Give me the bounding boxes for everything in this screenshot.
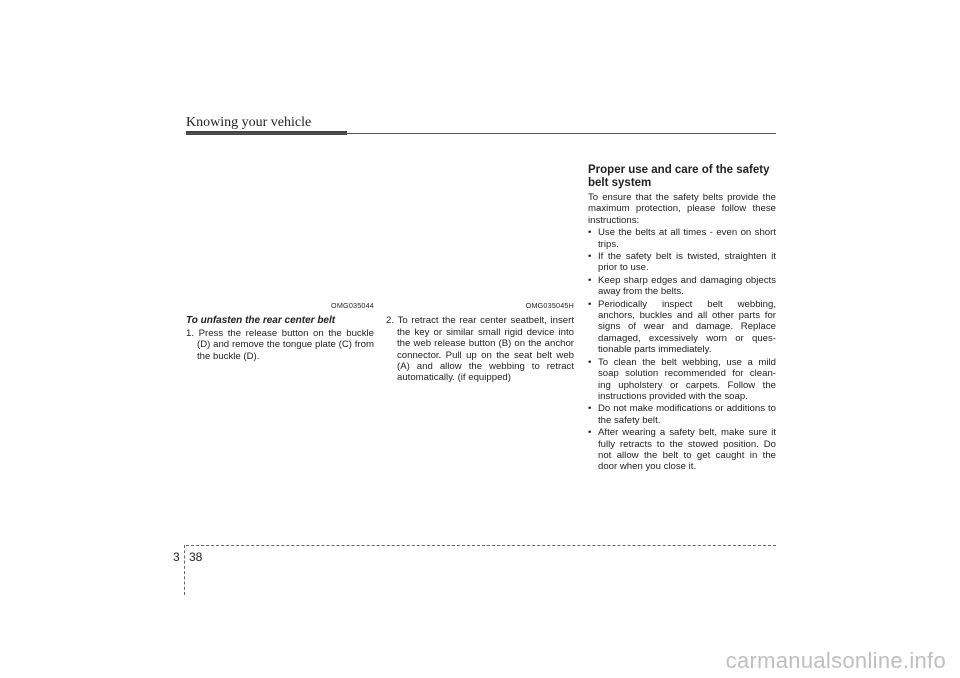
list-item-text: Use the belts at all times - even on short trips. bbox=[598, 227, 776, 250]
bullet-icon: • bbox=[588, 403, 592, 415]
section-heading: Proper use and care of the safety belt system bbox=[588, 164, 770, 189]
bullet-icon: • bbox=[588, 427, 592, 439]
footer-rule bbox=[186, 545, 776, 546]
page-number: 38 bbox=[189, 550, 203, 564]
footer-vertical-rule bbox=[184, 545, 185, 595]
sub-heading: To unfasten the rear center belt bbox=[186, 315, 336, 327]
list-item-text: Periodically inspect belt webbing, anchors, buckles and all other parts for signs of wear and damage. Replace damaged, excessively worn or ques- tionable parts immediately. bbox=[598, 298, 776, 356]
header-title: Knowing your vehicle bbox=[186, 115, 312, 130]
list-item bbox=[588, 227, 776, 250]
list-item-text: Do not make modifications or additions to the safety belt. bbox=[598, 403, 776, 426]
bullet-icon: • bbox=[588, 274, 592, 286]
bullet-icon: • bbox=[588, 356, 592, 368]
bullet-icon: • bbox=[588, 227, 592, 239]
image-code: OMG035044 bbox=[331, 301, 374, 310]
list-item bbox=[588, 403, 776, 426]
list-item-text: After wearing a safety belt, make sure it fully retracts to the stowed position. Do not allow the belt to get caught in the door when you close it. bbox=[598, 427, 776, 473]
column-right bbox=[588, 164, 776, 473]
header-rule bbox=[186, 133, 776, 134]
list-item-text: Keep sharp edges and damaging objects away from the belts. bbox=[598, 274, 776, 298]
list-item bbox=[588, 275, 776, 298]
instruction-list bbox=[588, 227, 776, 473]
list-item-text: If the safety belt is twisted, straighten it prior to use. bbox=[598, 251, 776, 274]
list-item bbox=[588, 357, 776, 403]
column-middle bbox=[386, 300, 574, 384]
image-code: OMG035045H bbox=[525, 301, 574, 310]
list-item bbox=[588, 251, 776, 274]
numbered-instruction: 2. To retract the rear center seatbelt, insert the key or similar small rigid device into the web release button (B) on the anchor connector. Pull up on the seat belt web (A) and allow the webbing to retract automatically. (if equipped) bbox=[386, 315, 574, 384]
list-item bbox=[588, 427, 776, 473]
list-item-text: To clean the belt webbing, use a mild soap solution recommended for clean- ing upholstery or carpets. Follow the instructions provided with the soap. bbox=[598, 356, 776, 402]
bullet-icon: • bbox=[588, 251, 592, 263]
intro-paragraph: To ensure that the safety belts provide the maximum protection, please follow these instructions: bbox=[588, 192, 776, 226]
watermark: carmanualsonline.info bbox=[725, 648, 946, 673]
numbered-instruction: 1. Press the release button on the buckle (D) and remove the tongue plate (C) from the buckle (D). bbox=[186, 327, 374, 362]
list-item bbox=[588, 299, 776, 356]
column-left bbox=[186, 300, 374, 362]
bullet-icon: • bbox=[588, 298, 592, 310]
chapter-number: 3 bbox=[173, 550, 180, 564]
